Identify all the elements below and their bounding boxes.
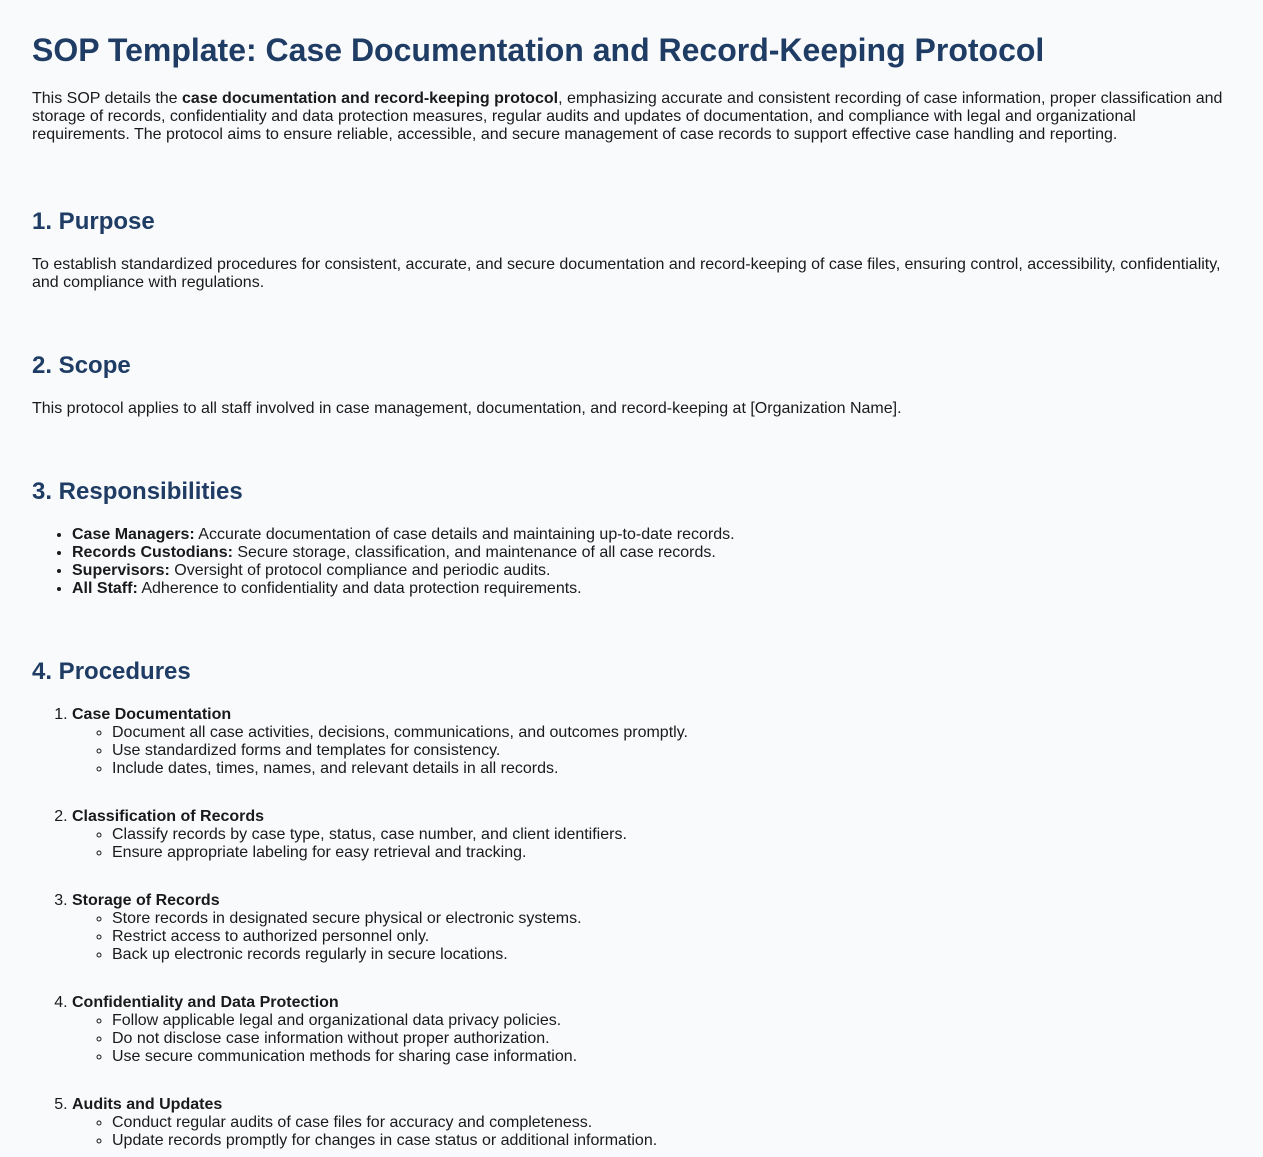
- procedure-item: [72, 892, 1231, 964]
- procedure-bullet: ◦ Update records promptly for changes in case status or additional information.: [112, 1132, 1231, 1150]
- procedure-bullet: ◦ Restrict access to authorized personnel only.: [112, 928, 1231, 946]
- procedure-bullet: ◦ Conduct regular audits of case files for accuracy and completeness.: [112, 1114, 1231, 1132]
- intro-bold-phrase: case documentation and record-keeping protocol: [182, 90, 559, 107]
- purpose-heading: 1. Purpose: [32, 208, 155, 235]
- responsibility-role: Supervisors:: [72, 562, 170, 579]
- procedure-bullet: ◦ Ensure appropriate labeling for easy retrieval and tracking.: [112, 844, 1231, 862]
- procedure-bullet: ◦ Use secure communication methods for sharing case information.: [112, 1048, 1231, 1066]
- procedure-bullet: ◦ Do not disclose case information without proper authorization.: [112, 1030, 1231, 1048]
- procedure-bullets: [72, 724, 1231, 778]
- procedure-title: Case Documentation: [72, 706, 232, 723]
- procedures-list: [32, 706, 1231, 1150]
- procedure-bullets: [72, 910, 1231, 964]
- procedure-bullet: ◦ Store records in designated secure physical or electronic systems.: [112, 910, 1231, 928]
- page-title: SOP Template: Case Documentation and Record-Keeping Protocol: [32, 32, 1045, 68]
- procedure-item: [72, 706, 1231, 778]
- responsibility-item: [72, 580, 1231, 598]
- responsibility-role: Case Managers:: [72, 526, 195, 543]
- procedure-bullets: [72, 1012, 1231, 1066]
- procedure-bullet: ◦ Document all case activities, decisions, communications, and outcomes promptly.: [112, 724, 1231, 742]
- responsibility-desc: Adherence to confidentiality and data protection requirements.: [137, 580, 582, 597]
- purpose-section: [32, 208, 1231, 292]
- procedure-title: Classification of Records: [72, 808, 265, 825]
- scope-heading: 2. Scope: [32, 352, 131, 379]
- procedure-item: [72, 994, 1231, 1066]
- responsibility-desc: Oversight of protocol compliance and periodic audits.: [169, 562, 551, 579]
- procedure-bullet: ◦ Use standardized forms and templates for consistency.: [112, 742, 1231, 760]
- responsibility-role: All Staff:: [72, 580, 138, 597]
- procedure-item: [72, 808, 1231, 862]
- intro-paragraph: [32, 90, 1231, 144]
- procedure-bullet: ◦ Back up electronic records regularly in secure locations.: [112, 946, 1231, 964]
- responsibility-desc: Accurate documentation of case details and maintaining up-to-date records.: [194, 526, 735, 543]
- procedure-title: Audits and Updates: [72, 1096, 223, 1113]
- procedures-section: [32, 658, 1231, 1150]
- responsibility-item: [72, 544, 1231, 562]
- responsibilities-heading: 3. Responsibilities: [32, 478, 243, 505]
- responsibilities-list: [32, 526, 1231, 598]
- responsibility-item: [72, 526, 1231, 544]
- intro-text-start: This SOP details the: [32, 90, 182, 107]
- procedure-bullet: ◦ Follow applicable legal and organizational data privacy policies.: [112, 1012, 1231, 1030]
- responsibility-desc: Secure storage, classification, and maintenance of all case records.: [232, 544, 716, 561]
- procedure-title: Storage of Records: [72, 892, 220, 909]
- procedure-title: Confidentiality and Data Protection: [72, 994, 339, 1011]
- scope-text: This protocol applies to all staff involved in case management, documentation, and record-keeping at [Organization Name].: [32, 400, 902, 417]
- purpose-text: To establish standardized procedures for consistent, accurate, and secure documentation and record-keeping of case files, ensuring control, accessibility, confidentiality, and compliance with regulations.: [32, 256, 1221, 291]
- procedure-bullet: ◦ Classify records by case type, status, case number, and client identifiers.: [112, 826, 1231, 844]
- procedure-item: [72, 1096, 1231, 1150]
- responsibility-item: [72, 562, 1231, 580]
- scope-section: [32, 352, 1231, 418]
- procedure-bullet: ◦ Include dates, times, names, and relevant details in all records.: [112, 760, 1231, 778]
- procedure-bullets: [72, 826, 1231, 862]
- procedure-bullets: [72, 1114, 1231, 1150]
- responsibilities-section: [32, 478, 1231, 598]
- procedures-heading: 4. Procedures: [32, 658, 191, 685]
- responsibility-role: Records Custodians:: [72, 544, 233, 561]
- intro-text-end: , emphasizing accurate and consistent recording of case information, proper classification and storage of records, confidentiality and data protection measures, regular audits and updates of documentation, and compliance with legal and organizational requirements. The protocol aims to ensure reliable, accessible, and secure management of case records to support effective case handling and reporting.: [32, 90, 1223, 143]
